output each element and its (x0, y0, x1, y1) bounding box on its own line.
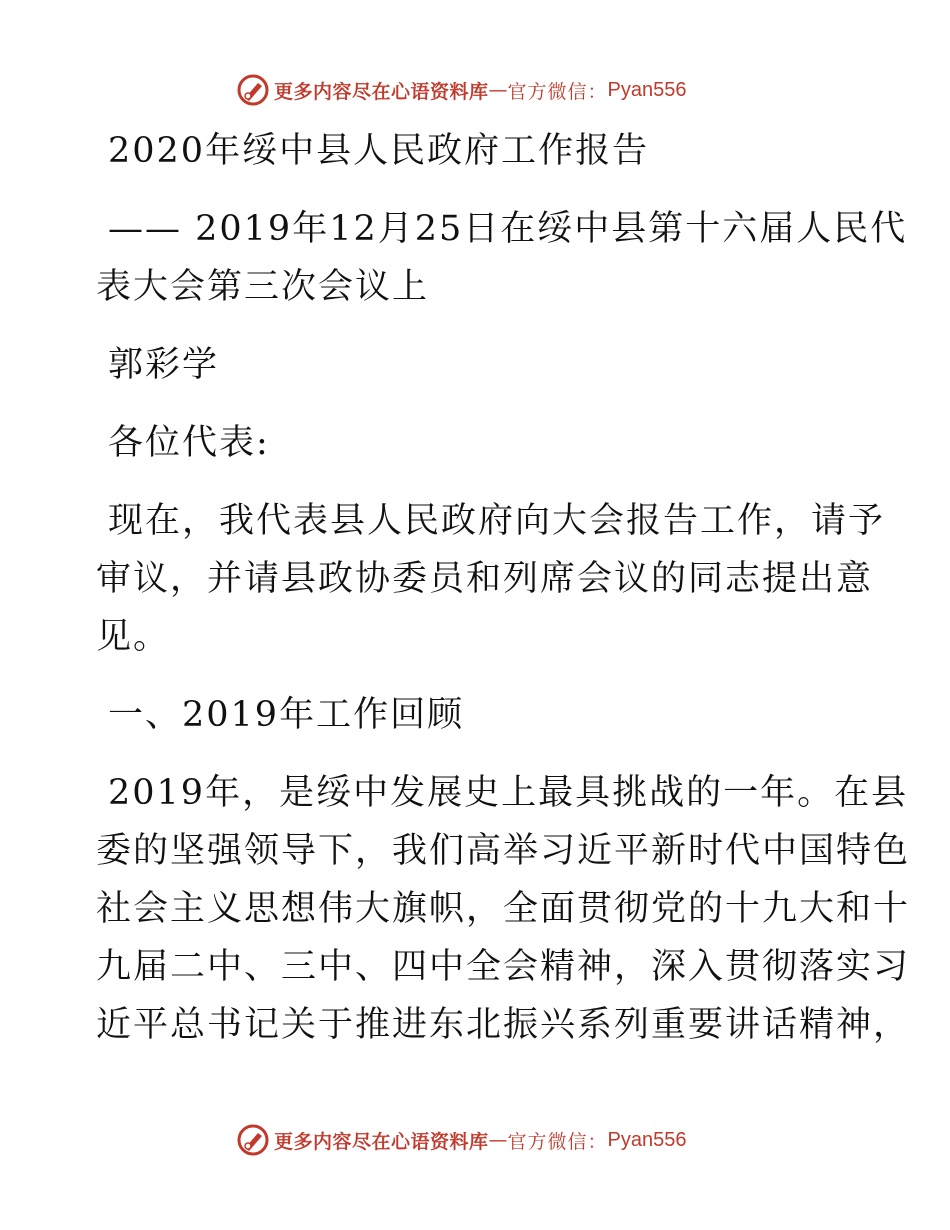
section-heading: 一、2019年工作回顾 (108, 695, 465, 735)
pen-logo-icon (236, 1123, 270, 1157)
author-name: 郭彩学 (108, 345, 220, 385)
body-line-2: 委的坚强领导下，我们高举习近平新时代中国特色 (96, 831, 911, 871)
subtitle-line-1: —— 2019年12月25日在绥中县第十六届人民代 (108, 209, 908, 249)
body-line-3: 社会主义思想伟大旗帜，全面贯彻党的十九大和十 (96, 889, 911, 929)
subtitle-line-2: 表大会第三次会议上 (96, 267, 430, 307)
intro-line-1: 现在，我代表县人民政府向大会报告工作，请予 (108, 501, 886, 541)
body-line-5: 近平总书记关于推进东北振兴系列重要讲话精神， (96, 1005, 911, 1045)
intro-line-2: 审议，并请县政协委员和列席会议的同志提出意 (96, 559, 874, 599)
watermark-site-text: 更多内容尽在心语资料库 (274, 1130, 489, 1153)
intro-line-3: 见。 (96, 617, 171, 657)
watermark-site-text: 更多内容尽在心语资料库 (274, 80, 489, 103)
footer-watermark (236, 1122, 687, 1158)
watermark-separator: — (488, 79, 508, 101)
watermark-wechat-label: 官方微信： (507, 1130, 608, 1153)
pen-logo-icon (236, 73, 270, 107)
body-line-1: 2019年，是绥中发展史上最具挑战的一年。在县 (108, 773, 909, 813)
body-line-4: 九届二中、三中、四中全会精神，深入贯彻落实习 (96, 947, 911, 987)
watermark-wechat-id: Pyan556 (607, 78, 687, 101)
document-title: 2020年绥中县人民政府工作报告 (108, 131, 650, 171)
watermark-wechat-id: Pyan556 (607, 1128, 687, 1151)
watermark-wechat-label: 官方微信： (507, 80, 608, 103)
salutation: 各位代表: (108, 423, 270, 463)
header-watermark (236, 72, 687, 108)
document-body (96, 122, 911, 1054)
watermark-separator: — (488, 1129, 508, 1151)
